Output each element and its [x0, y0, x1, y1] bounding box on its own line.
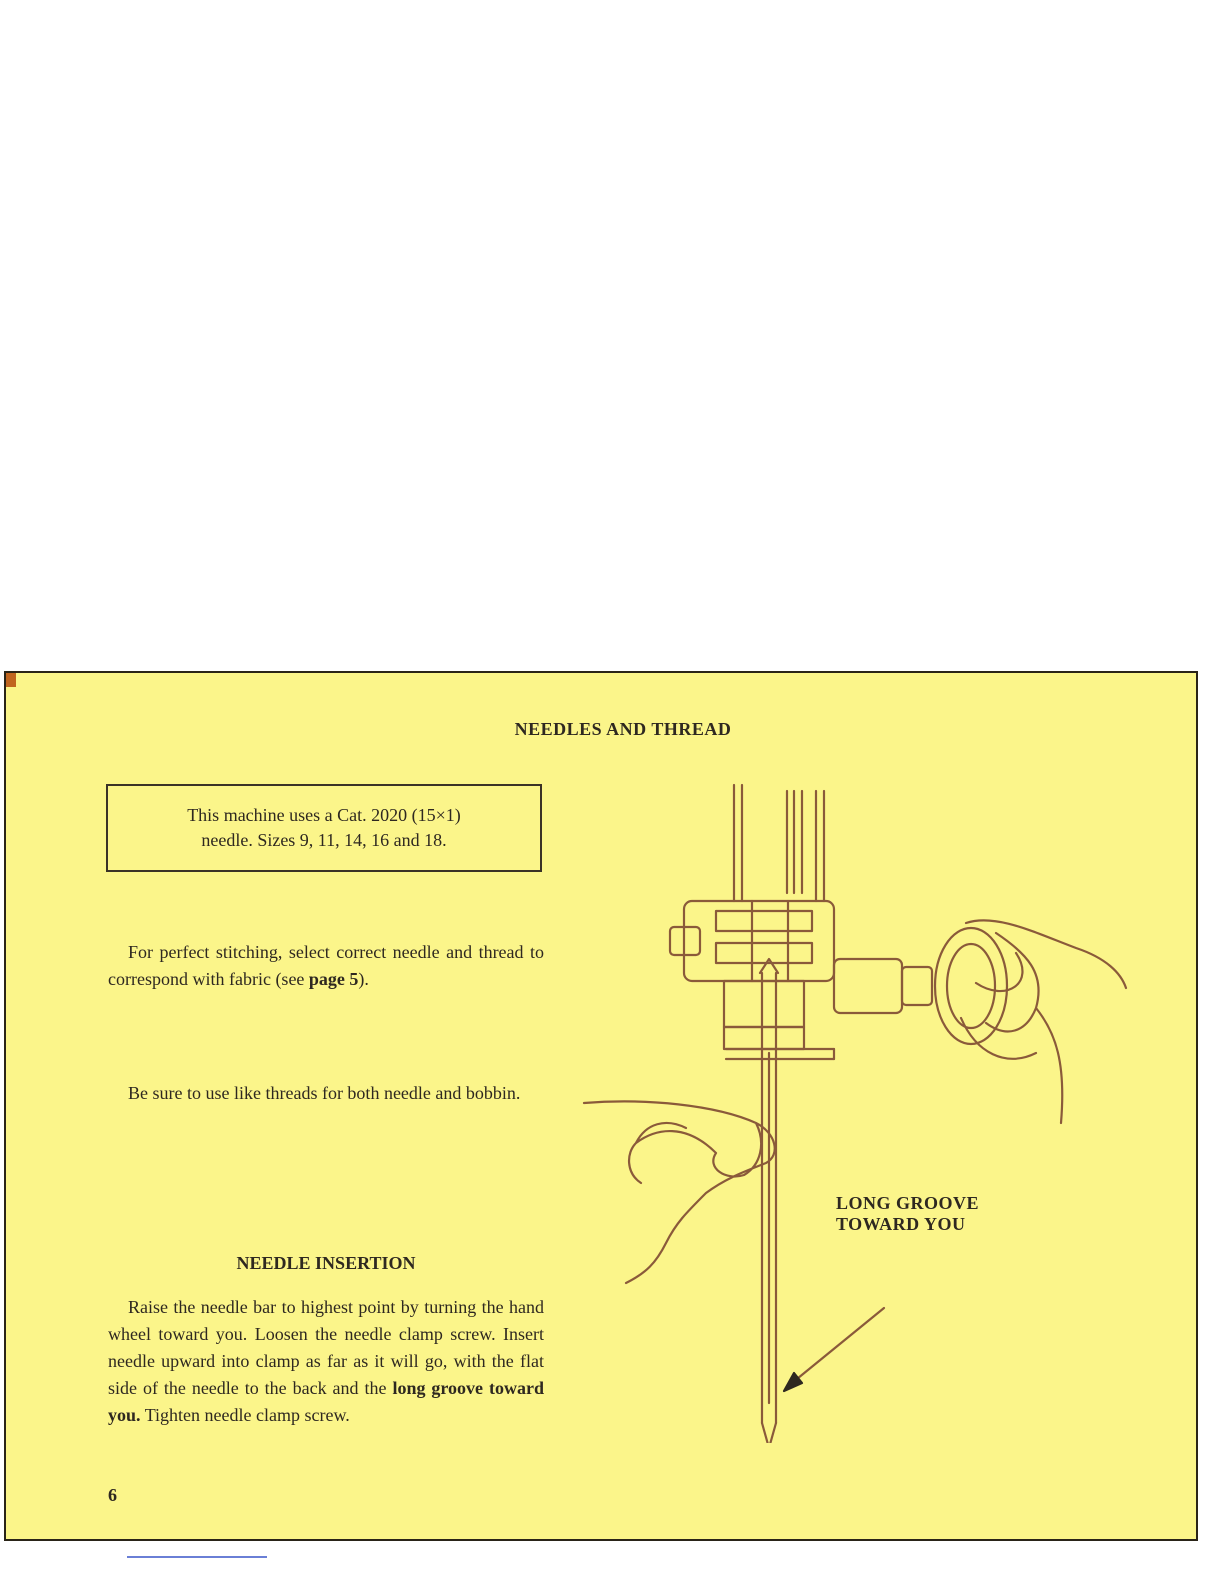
needle-spec-box — [106, 784, 542, 872]
needle-clamp — [670, 901, 834, 1059]
thread-paragraph: Be sure to use like threads for both needle and bobbin. — [128, 1083, 521, 1103]
callout-line-2: TOWARD YOU — [836, 1214, 966, 1234]
section-heading: NEEDLE INSERTION — [236, 1253, 416, 1273]
insertion-text: Raise the needle bar to highest point by turning the hand wheel toward you. Loosen the needle clamp screw. Insert needle upward into clamp as far as it will go, with the flat side of the needle to the back and the — [108, 1297, 544, 1398]
needle-bar-rods — [734, 785, 824, 901]
right-hand — [961, 920, 1126, 1123]
spec-line-2: needle. Sizes 9, 11, 14, 16 and 18. — [201, 830, 447, 850]
insertion-bold: long groove toward you. — [108, 1378, 544, 1425]
stitching-text: For perfect stitching, select correct needle and thread to correspond with fabric (see — [108, 942, 544, 989]
page-reference: page 5 — [308, 969, 359, 989]
groove-arrow — [784, 1308, 884, 1391]
corner-mark — [6, 673, 16, 687]
callout-line-1: LONG GROOVE — [836, 1193, 980, 1213]
needle — [760, 959, 778, 1443]
spec-line-1: This machine uses a Cat. 2020 (15×1) — [187, 805, 461, 825]
page-number: 6 — [108, 1485, 117, 1505]
insertion-end: Tighten needle clamp screw. — [140, 1405, 350, 1425]
left-hand — [584, 1101, 775, 1283]
needle-insertion-illustration — [566, 783, 1166, 1443]
stitching-paragraph — [108, 939, 544, 993]
page-title: NEEDLES AND THREAD — [514, 719, 732, 739]
stitching-end: ). — [358, 969, 369, 989]
scan-underline — [127, 1556, 267, 1558]
manual-page — [4, 671, 1198, 1541]
groove-callout — [836, 1193, 979, 1235]
insertion-paragraph — [108, 1294, 544, 1429]
